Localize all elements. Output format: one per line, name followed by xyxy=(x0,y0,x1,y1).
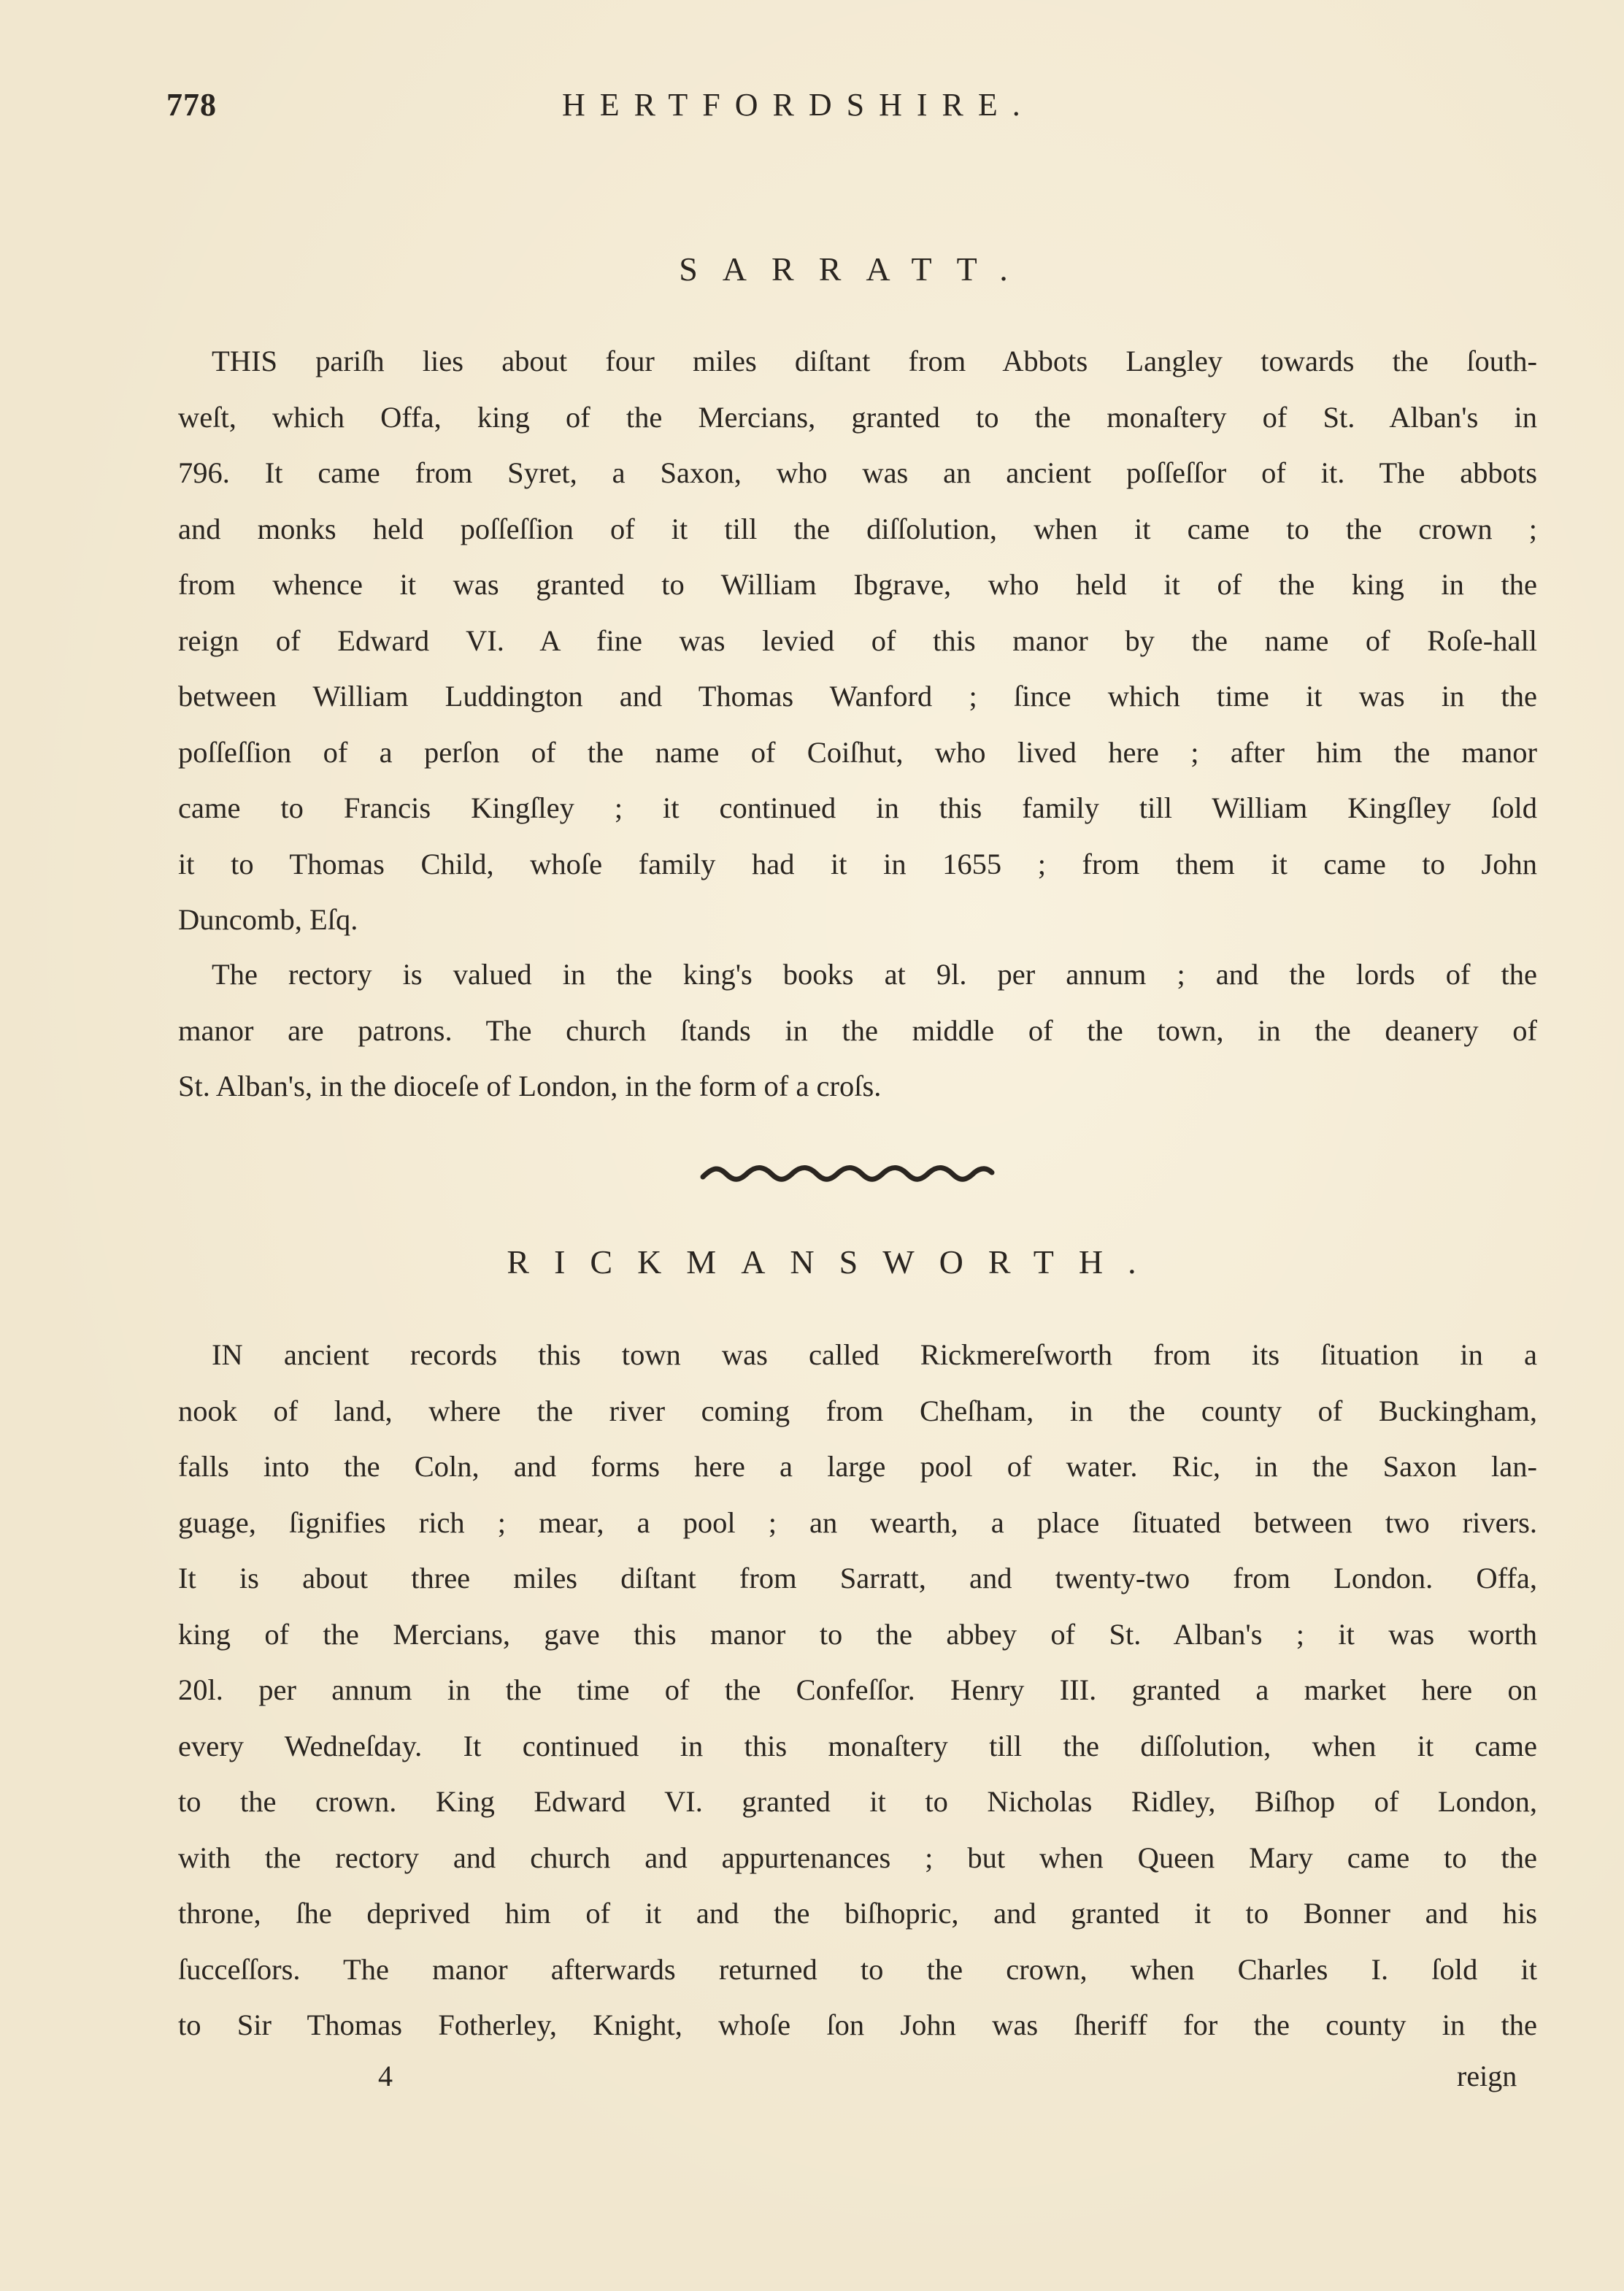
text-line: it to Thomas Child, whoſe family had it in 1655 ; from them it came to John xyxy=(178,847,1537,880)
text-line: Duncomb, Eſq. xyxy=(178,903,358,936)
text-line: nook of land, where the river coming from Cheſham, in the county of Buckingham, xyxy=(178,1394,1537,1427)
rickmansworth-paragraph-1 xyxy=(178,1327,1537,2054)
text-line: poſſeſſion of a perſon of the name of Coiſhut, who lived here ; after him the manor xyxy=(178,735,1537,769)
page-footer xyxy=(0,2059,1624,2103)
catchword: reign xyxy=(1457,2060,1517,2092)
text-line: St. Alban's, in the dioceſe of London, in the form of a croſs. xyxy=(178,1070,882,1102)
text-line: with the rectory and church and appurtenances ; but when Queen Mary came to the xyxy=(178,1841,1537,1874)
text-line: reign of Edward VI. A fine was levied of this manor by the name of Roſe-hall xyxy=(178,623,1537,657)
running-head xyxy=(0,86,1624,137)
text-line: between William Luddington and Thomas Wanford ; ſince which time it was in the xyxy=(178,680,1537,713)
section-title-rickmansworth: RICKMANSWORTH. xyxy=(507,1243,1161,1281)
text-line: falls into the Coln, and forms here a large pool of water. Ric, in the Saxon lan- xyxy=(178,1450,1537,1483)
text-line: THIS pariſh lies about four miles diſtant from Abbots Langley towards the ſouth- xyxy=(212,345,1537,377)
sarratt-paragraph-1 xyxy=(178,334,1537,948)
text-line: to Sir Thomas Fotherley, Knight, whoſe ſon John was ſheriff for the county in the xyxy=(178,2008,1537,2041)
text-line: weſt, which Offa, king of the Mercians, granted to the monaſtery of St. Alban's in xyxy=(178,400,1537,434)
text-line: 796. It came from Syret, a Saxon, who was an ancient poſſeſſor of it. The abbots xyxy=(178,456,1537,489)
text-line: ſucceſſors. The manor afterwards returned to the crown, when Charles I. ſold it xyxy=(178,1952,1537,1986)
text-line: came to Francis Kingſley ; it continued in this family till William Kingſley ſold xyxy=(178,791,1537,824)
decorative-rule-ornament xyxy=(697,1161,996,1187)
signature-mark: 4 xyxy=(378,2060,393,2092)
text-line: king of the Mercians, gave this manor to the abbey of St. Alban's ; it was worth xyxy=(178,1617,1537,1651)
text-line: throne, ſhe deprived him of it and the biſhopric, and granted it to Bonner and his xyxy=(178,1897,1537,1930)
page-number: 778 xyxy=(166,87,217,123)
sarratt-paragraph-2 xyxy=(178,947,1537,1115)
text-line: to the crown. King Edward VI. granted it to Nicholas Ridley, Biſhop of London, xyxy=(178,1785,1537,1818)
text-line: 20l. per annum in the time of the Confeſſor. Henry III. granted a market here on xyxy=(178,1673,1537,1706)
text-line: The rectory is valued in the king's books at 9l. per annum ; and the lords of the xyxy=(212,958,1537,991)
text-line: and monks held poſſeſſion of it till the diſſolution, when it came to the crown ; xyxy=(178,512,1537,545)
running-title: HERTFORDSHIRE. xyxy=(562,87,1035,123)
text-line: from whence it was granted to William Ibgrave, who held it of the king in the xyxy=(178,568,1537,601)
text-line: IN ancient records this town was called Rickmereſworth from its ſituation in a xyxy=(212,1338,1537,1371)
text-line: manor are patrons. The church ſtands in the middle of the town, in the deanery of xyxy=(178,1013,1537,1047)
section-title-sarratt: SARRATT. xyxy=(679,250,1033,288)
text-line: every Wedneſday. It continued in this monaſtery till the diſſolution, when it came xyxy=(178,1729,1537,1762)
text-line: guage, ſignifies rich ; mear, a pool ; an wearth, a place ſituated between two rivers. xyxy=(178,1505,1537,1539)
text-line: It is about three miles diſtant from Sarratt, and twenty-two from London. Offa, xyxy=(178,1562,1537,1595)
